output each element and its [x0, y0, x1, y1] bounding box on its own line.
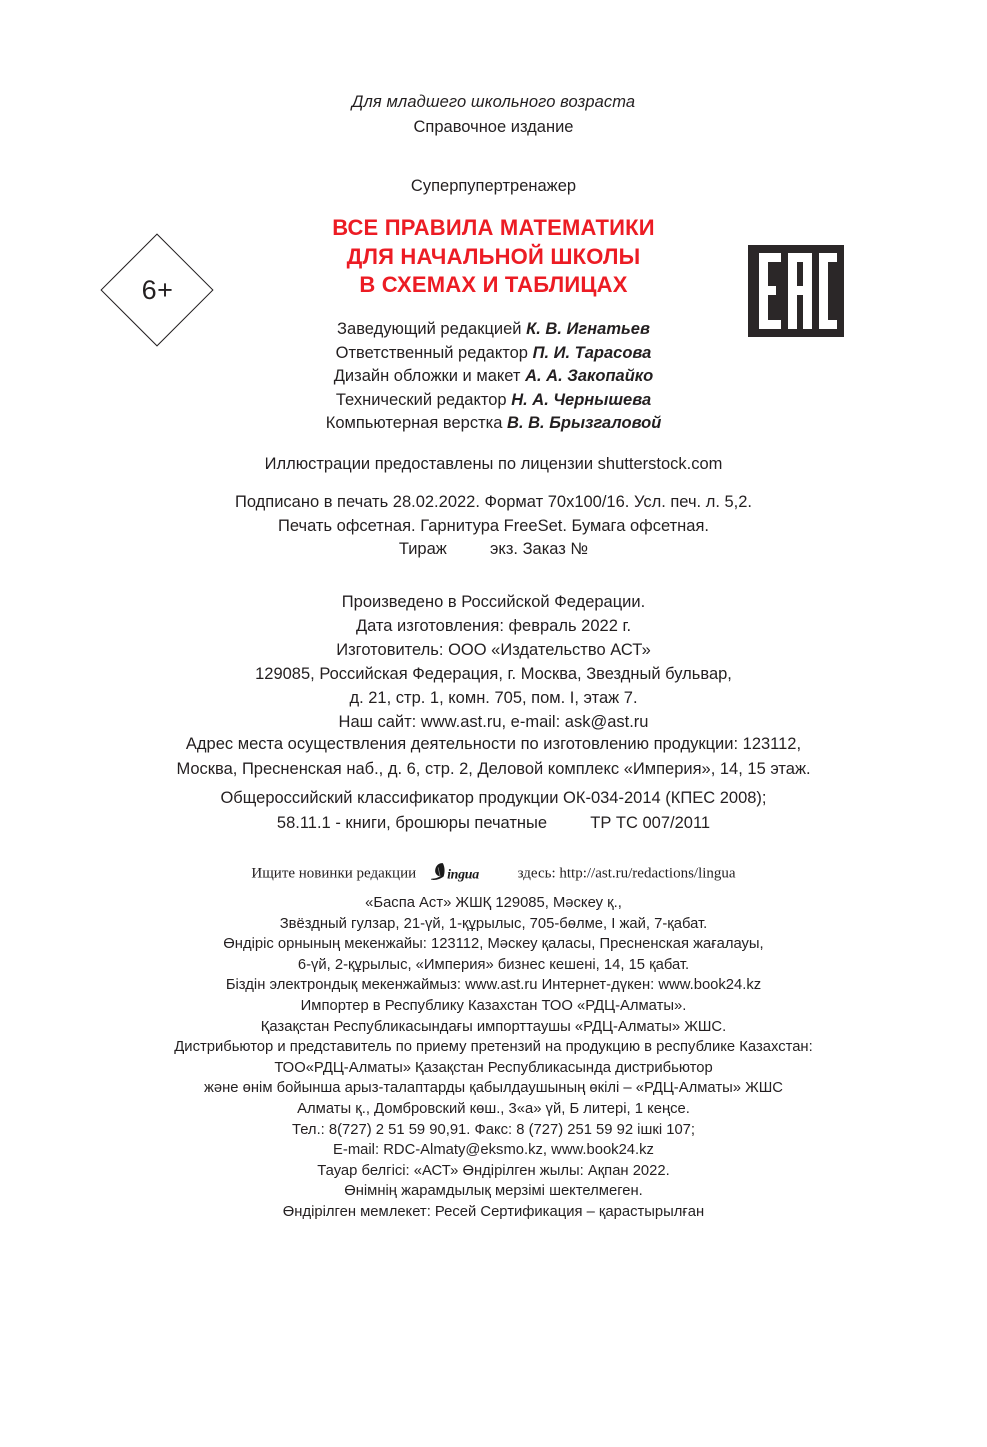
order-number-label: экз. Заказ № — [490, 540, 589, 558]
print-info-line-3 — [0, 538, 987, 562]
manufacturer-address-line-2: д. 21, стр. 1, комн. 705, пом. I, этаж 7. — [349, 689, 638, 707]
print-info-line-2: Печать офсетная. Гарнитура FreeSet. Бумага офсетная. — [278, 516, 709, 535]
book-title-line-2: ДЛЯ НАЧАЛЬНОЙ ШКОЛЫ — [346, 243, 641, 269]
audience-note: Для младшего школьного возраста — [351, 93, 636, 111]
production-site-address — [0, 732, 987, 782]
kazakh-line: 6-үй, 2-құрылыс, «Империя» бизнес кешені, 14, 15 қабат. — [297, 956, 690, 973]
credit-row — [0, 365, 987, 389]
lingua-prefix-text: Ищите новинки редакции — [251, 865, 417, 882]
credit-row — [0, 342, 987, 366]
kazakh-line: Тел.: 8(727) 2 51 59 90,91. Факс: 8 (727) 251 59 92 ішкі 107; — [291, 1121, 696, 1138]
classifier-line-1: Общероссийский классификатор продукции ОК-034-2014 (КПЕС 2008); — [220, 789, 767, 807]
svg-text:ingua: ingua — [446, 867, 479, 883]
credit-person: П. И. Тарасова — [532, 343, 652, 362]
kazakh-line: Звёздный гулзар, 21-үй, 1-құрылыс, 705-бөлме, I жай, 7-қабат. — [279, 915, 708, 932]
age-rating-label: 6+ — [141, 275, 174, 305]
kazakh-line: E-mail: RDC-Almaty@eksmo.kz, www.book24.kz — [333, 1142, 654, 1159]
print-run-label: Тираж — [398, 540, 447, 558]
print-info — [0, 491, 987, 562]
credit-row — [0, 389, 987, 413]
kazakh-line: Дистрибьютор и представитель по приему претензий на продукцию в республике Казахстан: — [174, 1039, 813, 1056]
kazakh-line: Өндіріс орнының мекенжайы: 123112, Мәскеу қаласы, Пресненская жағалауы, — [223, 936, 764, 953]
produced-country: Произведено в Российской Федерации. — [341, 593, 646, 611]
book-title-line-1: ВСЕ ПРАВИЛА МАТЕМАТИКИ — [332, 215, 655, 240]
credit-role: Ответственный редактор — [335, 343, 528, 362]
production-site-address-line-2: Москва, Пресненская наб., д. 6, стр. 2, Деловой комплекс «Империя», 14, 15 этаж. — [176, 760, 811, 778]
manufacturer-name: Изготовитель: ООО «Издательство АСТ» — [336, 641, 651, 659]
edition-kind: Справочное издание — [413, 118, 574, 136]
lingua-middle-text: здесь: — [517, 865, 556, 882]
classifier-category: 58.11.1 - книги, брошюры печатные — [276, 814, 548, 832]
kazakh-line: ТОО«РДЦ-Алматы» Қазақстан Республикасында дистрибьютор — [274, 1059, 713, 1076]
credit-person: А. А. Закопайко — [525, 367, 654, 385]
lingua-logo-icon — [429, 861, 507, 885]
credit-role: Технический редактор — [335, 390, 507, 409]
kazakh-line: «Баспа Аст» ЖШҚ 129085, Мәскеу қ., — [365, 895, 622, 911]
lingua-promo-line — [0, 862, 987, 886]
kazakh-line: және өнім бойынша арыз-талаптарды қабылдаушының өкілі – «РДЦ-Алматы» ЖШС — [204, 1080, 783, 1097]
print-info-line-1: Подписано в печать 28.02.2022. Формат 70х100/16. Усл. печ. л. 5,2. — [234, 493, 753, 511]
credit-role: Дизайн обложки и макет — [333, 367, 521, 385]
kazakh-legal-block — [0, 893, 987, 1223]
credit-role: Компьютерная верстка — [325, 414, 503, 432]
website-and-email: Наш сайт: www.ast.ru, e-mail: ask@ast.ru — [338, 713, 649, 731]
kazakh-line: Қазақстан Республикасындағы импорттаушы «РДЦ-Алматы» ЖШС. — [260, 1018, 727, 1035]
credit-row — [0, 412, 987, 436]
kazakh-line: Импортер в Республику Казахстан ТОО «РДЦ-Алматы». — [300, 997, 687, 1014]
production-site-address-line-1: Адрес места осуществления деятельности по изготовлению продукции: 123112, — [185, 735, 802, 753]
kazakh-line: Өндірілген мемлекет: Ресей Сертификация – қарастырылған — [282, 1203, 705, 1220]
kazakh-line: Алматы қ., Домбровский көш., 3«а» үй, Б литері, 1 кеңсе. — [297, 1100, 690, 1117]
illustrations-credit: Иллюстрации предоставлены по лицензии shutterstock.com — [264, 455, 723, 473]
book-title-line-3: В СХЕМАХ И ТАБЛИЦАХ — [359, 272, 628, 297]
lingua-url[interactable]: http://ast.ru/redactions/lingua — [559, 865, 736, 882]
credit-role: Заведующий редакцией — [337, 320, 522, 338]
series-name: Суперпупертренажер — [410, 177, 577, 195]
credit-person: В. В. Брызгаловой — [507, 414, 662, 432]
product-classifier — [0, 786, 987, 836]
credit-person: Н. А. Чернышева — [511, 390, 652, 409]
technical-regulation-code: ТР ТС 007/2011 — [590, 814, 711, 832]
classifier-line-2 — [0, 811, 987, 836]
credit-row — [0, 318, 987, 342]
kazakh-line: Біздін электрондық мекенжаймыз: www.ast.ru Интернет-дүкен: www.book24.kz — [225, 977, 762, 994]
manufacturer-address-line-1: 129085, Российская Федерация, г. Москва, Звездный бульвар, — [255, 665, 732, 683]
kazakh-line: Өнімнің жарамдылық мерзімі шектелмеген. — [344, 1183, 643, 1200]
kazakh-line: Тауар белгісі: «АСТ» Өндірілген жылы: Ақпан 2022. — [317, 1162, 670, 1179]
manufacture-date: Дата изготовления: февраль 2022 г. — [355, 617, 632, 635]
book-title — [0, 214, 987, 300]
credits-list — [0, 318, 987, 436]
credit-person: К. В. Игнатьев — [526, 320, 650, 338]
manufacturer-info — [0, 590, 987, 734]
